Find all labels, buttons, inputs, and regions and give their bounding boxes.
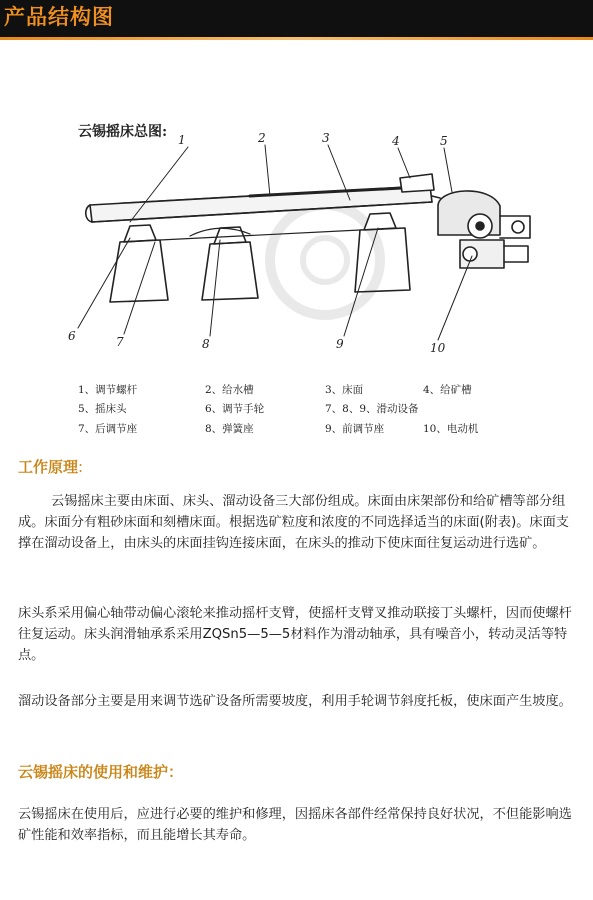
principle-title-suffix: : bbox=[78, 458, 84, 476]
legend-item: 2、给水槽 bbox=[205, 384, 254, 396]
callout-4: 4 bbox=[392, 134, 400, 148]
callout-2: 2 bbox=[258, 131, 266, 145]
paragraph-text: 云锡摇床主要由床面、床头、溜动设备三大部份组成。床面由床架部份和给矿槽等部分组成。床面分有粗砂床面和刻槽床面。根据选矿粒度和浓度的不同选择适当的床面(附表)。床面支撑在溜动设备上，由床头的床面挂钩连接床面，在床头的推动下使床面往复运动进行选矿。 bbox=[18, 494, 569, 551]
legend-item: 5、摇床头 bbox=[78, 403, 127, 415]
slide-supports bbox=[110, 213, 410, 302]
callout-8: 8 bbox=[202, 337, 210, 351]
legend-item: 7、8、9、滑动设备 bbox=[325, 403, 419, 415]
legend-item: 1、调节螺杆 bbox=[78, 384, 138, 396]
motor bbox=[460, 240, 528, 268]
head-motion bbox=[432, 191, 530, 238]
callout-7: 7 bbox=[116, 335, 124, 349]
callout-5: 5 bbox=[440, 134, 448, 148]
legend-item: 8、弹簧座 bbox=[205, 423, 254, 435]
callout-1: 1 bbox=[178, 133, 186, 147]
callout-3: 3 bbox=[322, 131, 330, 145]
callout-labels bbox=[68, 131, 448, 355]
section-title-maintenance: 云锡摇床的使用和维护： bbox=[18, 763, 184, 781]
legend-item: 7、后调节座 bbox=[78, 423, 138, 435]
principle-paragraph-1 bbox=[18, 491, 578, 554]
page-title: 产品结构图 bbox=[4, 5, 114, 29]
shaking-table-diagram bbox=[60, 130, 540, 370]
principle-paragraph-2: 床头系采用偏心轴带动偏心滚轮来推动摇杆支臂，使摇杆支臂叉推动联接丁头螺杆，因而使螺杆往复运动。床头润滑轴承系采用ZQSn5—5—5材料作为滑动轴承，具有噪音小，转动灵活等特点。 bbox=[18, 606, 572, 663]
watermark-gear-icon bbox=[270, 205, 380, 315]
legend-item: 3、床面 bbox=[325, 384, 364, 396]
legend-item: 9、前调节座 bbox=[325, 423, 385, 435]
legend-item: 6、调节手轮 bbox=[205, 403, 265, 415]
legend-item: 10、电动机 bbox=[423, 423, 479, 435]
header-divider bbox=[0, 37, 593, 40]
feed-box bbox=[400, 174, 434, 192]
legend-item: 4、给矿槽 bbox=[423, 384, 472, 396]
callout-10: 10 bbox=[430, 341, 446, 355]
principle-paragraph-3: 溜动设备部分主要是用来调节选矿设备所需要坡度，利用手轮调节斜度托板，使床面产生坡度。 bbox=[18, 694, 572, 709]
diagram-title: 云锡摇床总图: bbox=[78, 124, 168, 140]
callout-6: 6 bbox=[68, 329, 76, 343]
principle-title: 工作原理 bbox=[18, 458, 79, 476]
callout-9: 9 bbox=[336, 337, 344, 351]
maintenance-paragraph-1: 云锡摇床在使用后，应进行必要的维护和修理，因摇床各部件经常保持良好状况，不但能影响选矿性能和效率指标，而且能增长其寿命。 bbox=[18, 807, 572, 843]
header-bar bbox=[0, 0, 593, 40]
section-title-principle bbox=[18, 456, 83, 477]
